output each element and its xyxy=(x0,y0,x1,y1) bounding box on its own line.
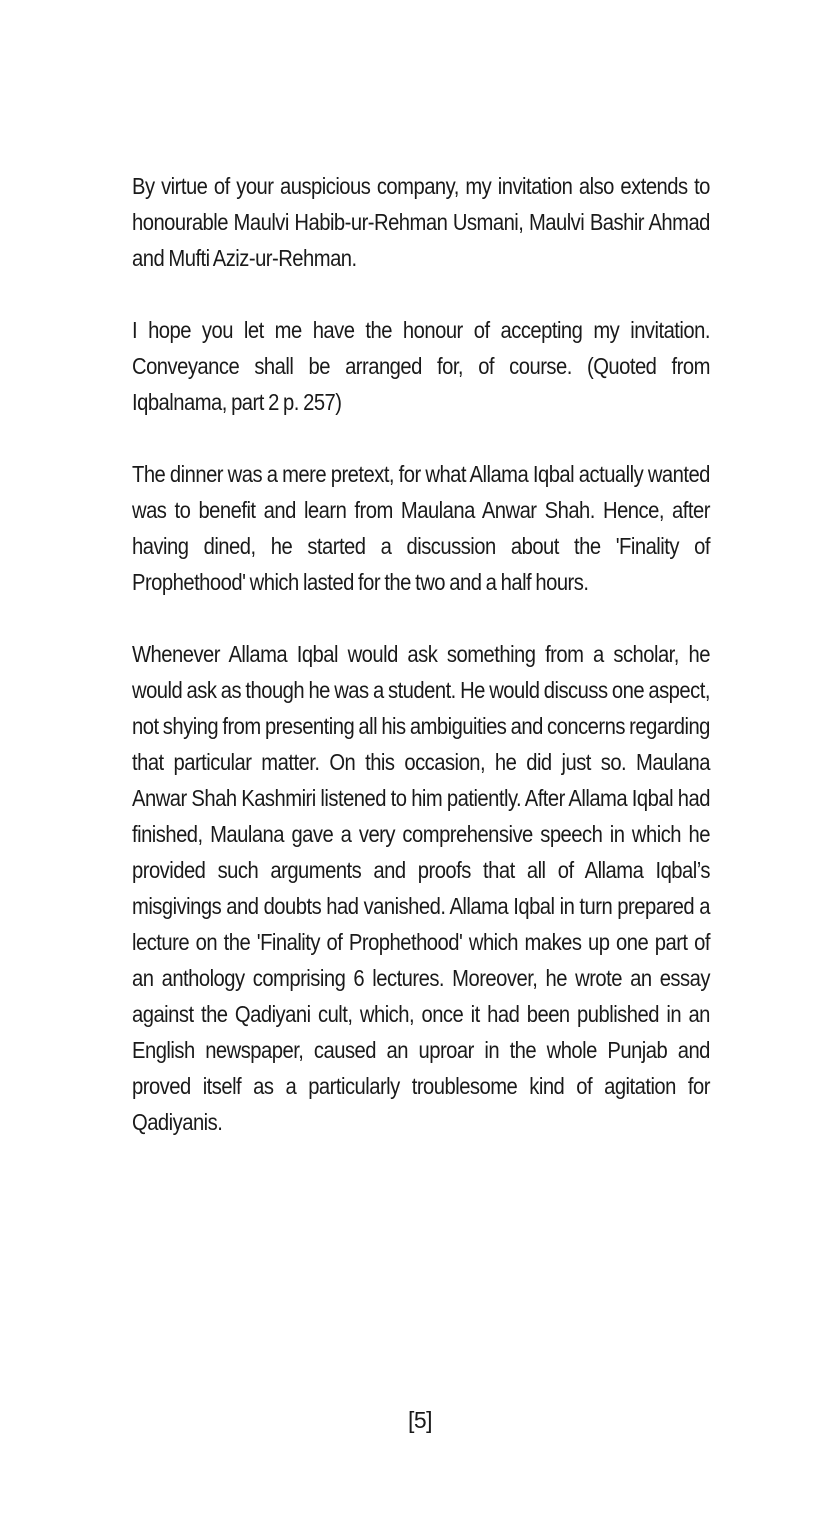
paragraph-dinner-pretext: The dinner was a mere pretext, for what Allama Iqbal actually wanted was to benefit and learn from Maulana Anwar Shah. Hence, after having dined, he started a discussion about the 'Finality of Prophethood' which lasted for the two and a half hours. xyxy=(132,461,710,595)
page-body xyxy=(132,168,710,1140)
paragraph-hope-accepting: I hope you let me have the honour of accepting my invitation. Conveyance shall be arranged for, of course. (Quoted from Iqbalnama, part 2 p. 257) xyxy=(132,317,710,415)
paragraph-iqbal-discussion: Whenever Allama Iqbal would ask something from a scholar, he would ask as though he was a student. He would discuss one aspect, not shying from presenting all his ambiguities and concerns regarding that particular matter. On this occasion, he did just so. Maulana Anwar Shah Kashmiri listened to him patiently. After Allama Iqbal had finished, Maulana gave a very comprehensive speech in which he provided such arguments and proofs that all of Allama Iqbal’s misgivings and doubts had vanished. Allama Iqbal in turn prepared a lecture on the 'Finality of Prophethood' which makes up one part of an anthology comprising 6 lectures. Moreover, he wrote an essay against the Qadiyani cult, which, once it had been published in an English newspaper, caused an uproar in the whole Punjab and proved itself as a particularly troublesome kind of agitation for Qadiyanis. xyxy=(132,641,710,1135)
paragraph-invitation-extends: By virtue of your auspicious company, my invitation also extends to honourable Maulvi Habib-ur-Rehman Usmani, Maulvi Bashir Ahmad and Mufti Aziz-ur-Rehman. xyxy=(132,173,710,271)
page-number: [5] xyxy=(407,1407,433,1433)
